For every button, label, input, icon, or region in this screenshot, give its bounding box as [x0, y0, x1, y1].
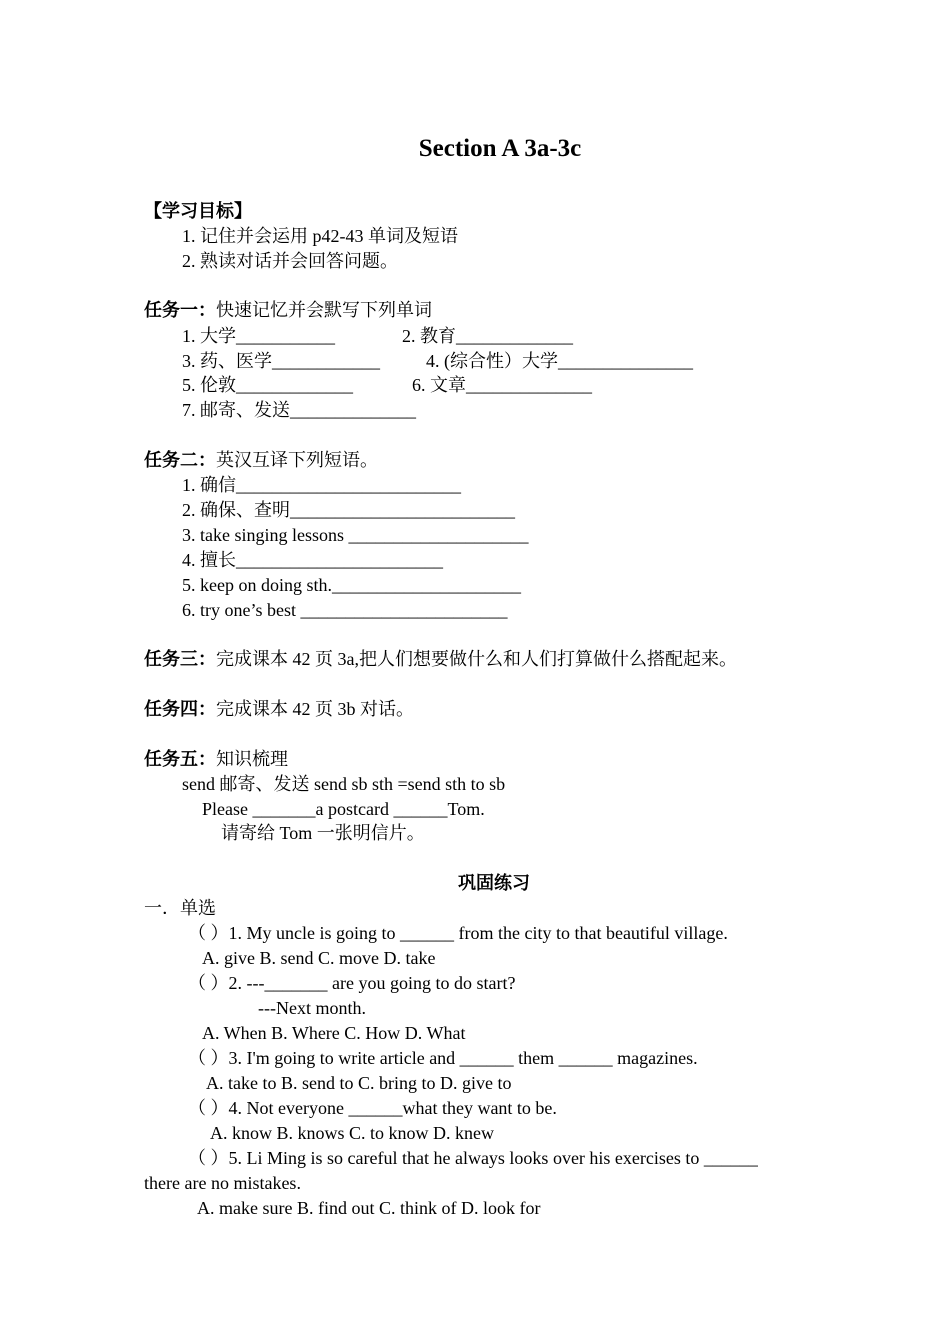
objective-item: 1. 记住并会运用 p42-43 单词及短语 [182, 226, 458, 246]
knowledge-translation: 请寄给 Tom 一张明信片。 [221, 823, 425, 843]
question-stem-continued: there are no mistakes. [144, 1173, 301, 1193]
vocab-item: 7. 邮寄、发送______________ [182, 400, 416, 420]
phrase-item: 1. 确信_________________________ [182, 475, 461, 495]
knowledge-line: send 邮寄、发送 send sb sth =send sth to sb [182, 774, 506, 794]
task4-label: 任务四： [144, 699, 216, 719]
page-title: Section A 3a-3c [418, 135, 582, 162]
question-options: A. know B. knows C. to know D. knew [210, 1123, 495, 1143]
task1-heading [144, 298, 432, 323]
objective-item: 2. 熟读对话并会回答问题。 [182, 251, 398, 271]
vocab-item: 5. 伦敦_____________ [182, 375, 353, 395]
vocab-item: 2. 教育_____________ [402, 326, 573, 346]
vocab-item: 1. 大学___________ [182, 326, 335, 346]
practice-heading: 巩固练习 [458, 873, 530, 893]
task2-heading [144, 448, 378, 473]
question-stem: （ ）4. Not everyone ______what they want to be. [188, 1098, 557, 1118]
task3-label: 任务三： [144, 649, 216, 669]
question-options: A. give B. send C. move D. take [202, 948, 436, 968]
task3-heading [144, 647, 737, 672]
question-reply: ---Next month. [258, 998, 366, 1018]
question-options: A. make sure B. find out C. think of D. look for [197, 1198, 541, 1218]
task4-heading [144, 697, 414, 722]
phrase-item: 5. keep on doing sth._____________________ [182, 575, 521, 595]
question-stem: （ ）3. I'm going to write article and ______ them ______ magazines. [188, 1048, 698, 1068]
vocab-item: 4. (综合性）大学_______________ [426, 351, 693, 371]
task1-text: 快速记忆并会默写下列单词 [216, 300, 432, 320]
objectives-heading: 【学习目标】 [144, 201, 252, 221]
task1-label: 任务一： [144, 300, 216, 320]
phrase-item: 3. take singing lessons ____________________ [182, 525, 529, 545]
vocab-item: 3. 药、医学____________ [182, 351, 380, 371]
phrase-item: 2. 确保、查明_________________________ [182, 500, 515, 520]
task3-text: 完成课本 42 页 3a,把人们想要做什么和人们打算做什么搭配起来。 [216, 649, 737, 669]
question-options: A. take to B. send to C. bring to D. give to [206, 1073, 512, 1093]
phrase-item: 6. try one’s best _______________________ [182, 600, 508, 620]
task5-text: 知识梳理 [216, 749, 288, 769]
task5-label: 任务五： [144, 749, 216, 769]
question-stem: （ ）5. Li Ming is so careful that he always looks over his exercises to ______ [188, 1148, 758, 1168]
phrase-item: 4. 擅长_______________________ [182, 550, 443, 570]
task2-text: 英汉互译下列短语。 [216, 450, 378, 470]
question-options: A. When B. Where C. How D. What [202, 1023, 466, 1043]
knowledge-example: Please _______a postcard ______Tom. [202, 799, 485, 819]
task5-heading [144, 747, 288, 772]
question-stem: （ ）2. ---_______ are you going to do start? [188, 973, 516, 993]
task4-text: 完成课本 42 页 3b 对话。 [216, 699, 414, 719]
task2-label: 任务二： [144, 450, 216, 470]
question-stem: （ ）1. My uncle is going to ______ from the city to that beautiful village. [188, 923, 728, 943]
vocab-item: 6. 文章______________ [412, 375, 592, 395]
practice-section: 一．单选 [144, 898, 216, 918]
